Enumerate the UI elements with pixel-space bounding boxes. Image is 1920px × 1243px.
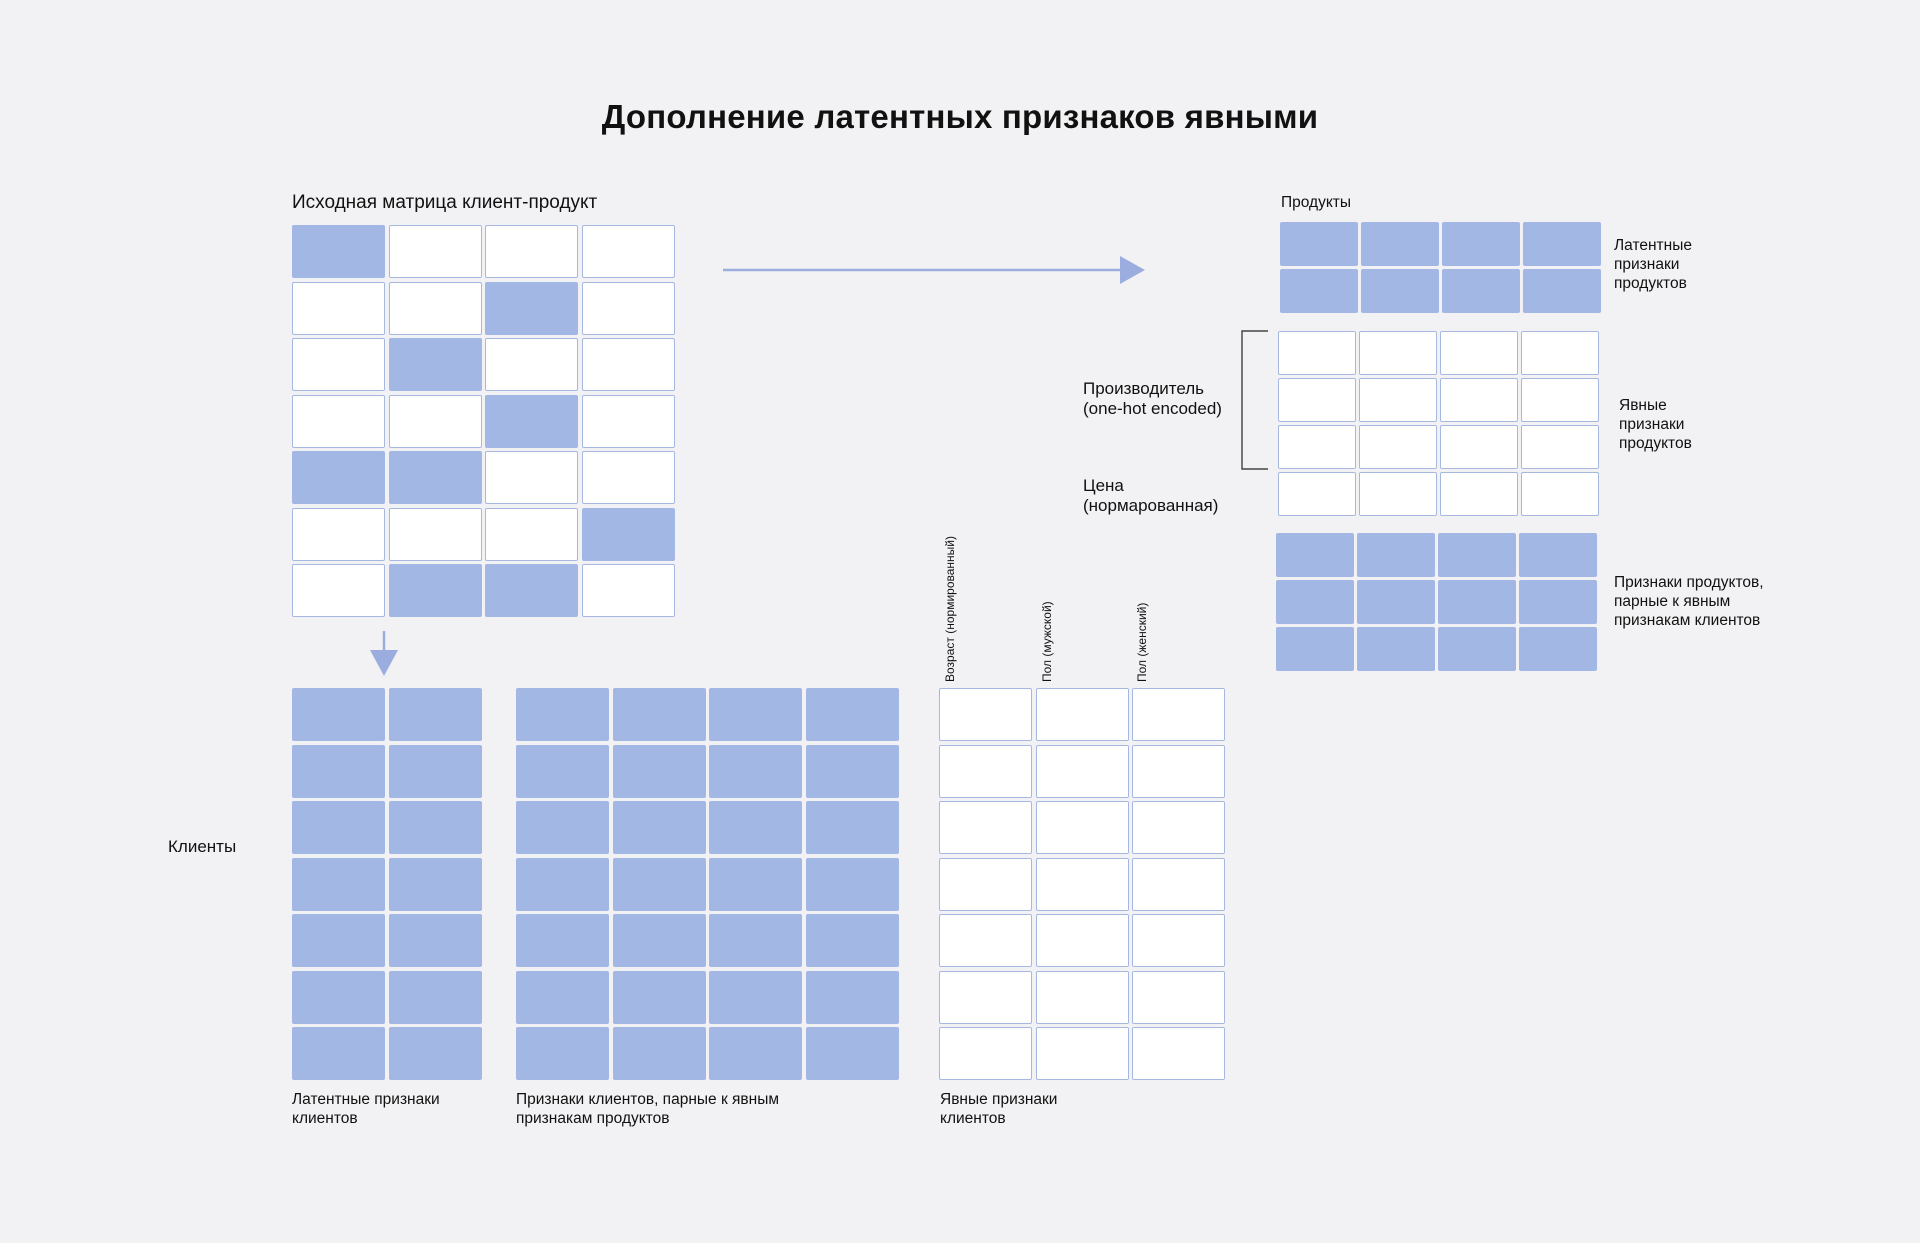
right-arrow [723, 256, 1145, 284]
clients-label: Клиенты [168, 837, 237, 856]
page-title: Дополнение латентных признаков явными [601, 98, 1319, 135]
down-arrow [370, 631, 398, 676]
column-label-female: Пол (женский) [1135, 602, 1149, 682]
product-latent-label: Латентные признаки продуктов [1614, 237, 1692, 292]
client-explicit-label: Явные признаки клиентов [940, 1091, 1058, 1127]
manufacturer-bracket [1242, 331, 1268, 469]
product-explicit-label: Явные признаки продуктов [1619, 397, 1692, 452]
client-latent-label: Латентные признаки клиентов [292, 1091, 440, 1127]
manufacturer-label: Производитель (one-hot encoded) [1083, 379, 1222, 418]
product-paired-label: Признаки продуктов, парные к явным признакам клиентов [1614, 574, 1764, 629]
matrix-label: Исходная матрица клиент-продукт [292, 192, 598, 213]
column-label-male: Пол (мужской) [1040, 601, 1054, 682]
client-paired-label: Признаки клиентов, парные к явным признакам продуктов [516, 1091, 780, 1127]
column-label-age: Возраст (нормированный) [943, 536, 957, 682]
products-label: Продукты [1281, 194, 1352, 211]
price-label: Цена (нормарованная) [1083, 476, 1219, 515]
